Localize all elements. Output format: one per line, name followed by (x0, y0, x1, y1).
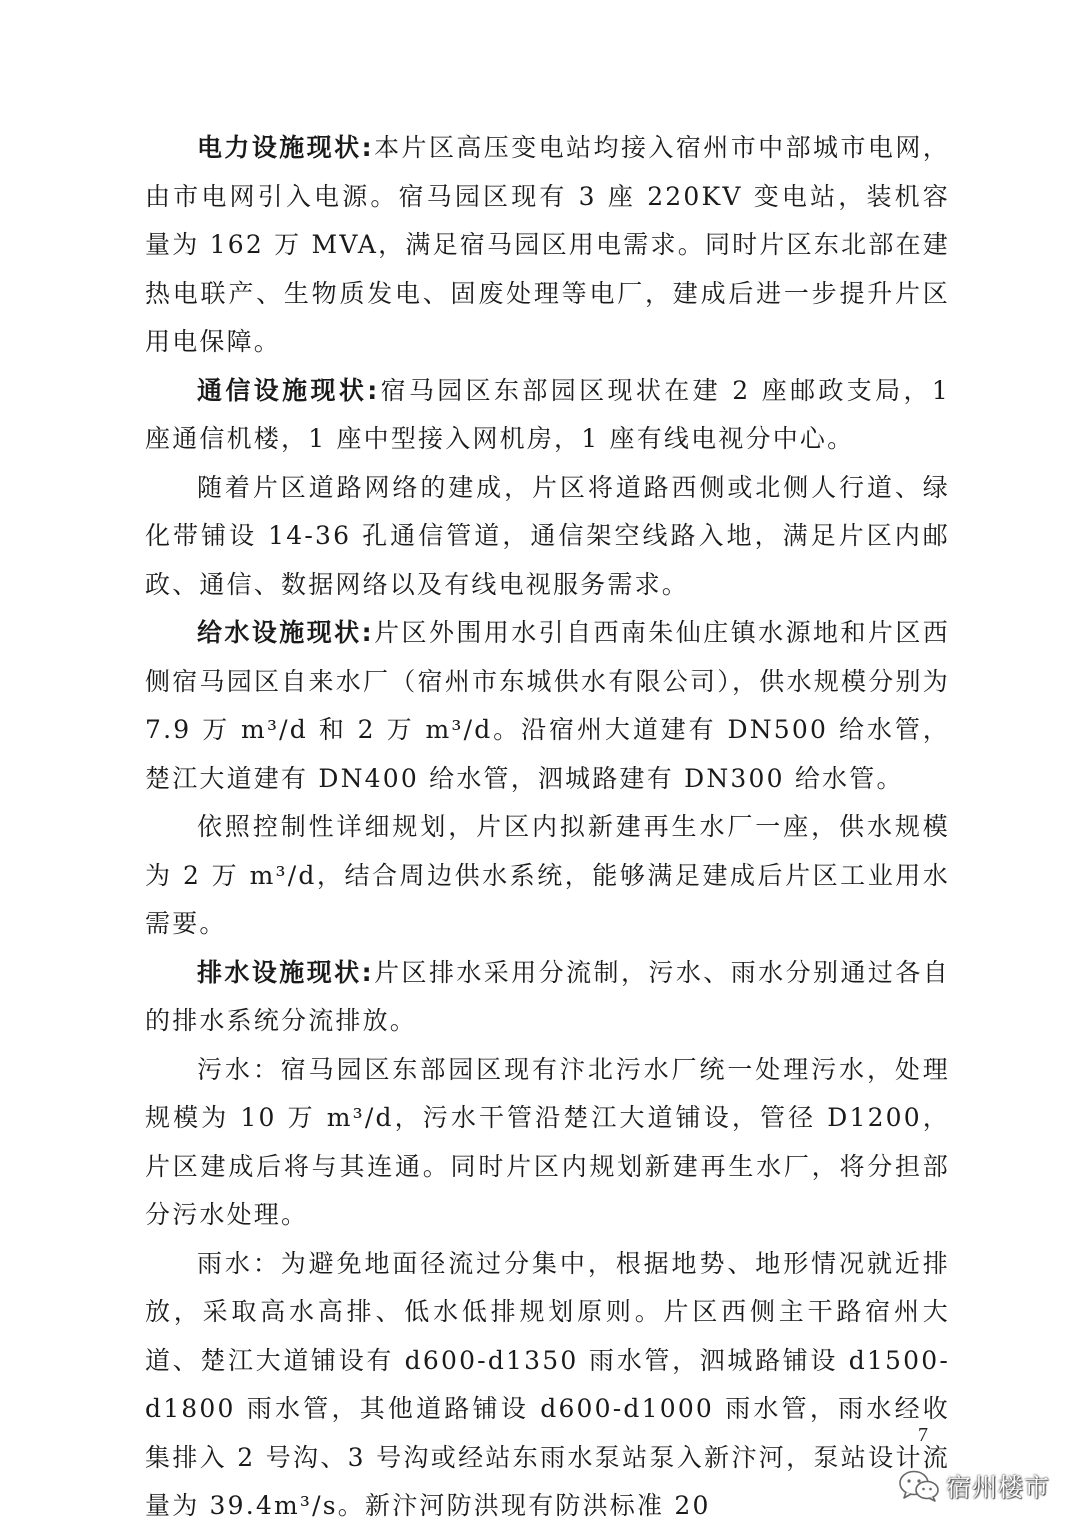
paragraph-text: 本片区高压变电站均接入宿州市中部城市电网，由市电网引入电源。宿马园区现有 3 座 220KV 变电站，装机容量为 162 万 MVA，满足宿马园区用电需求。同时片区东北部在建热电联产、生物质发电、固废处理等电厂，建成后进一步提升片区用电保障。 (145, 133, 951, 356)
heading-water-supply: 给水设施现状: (197, 618, 374, 647)
paragraph-telecom (145, 367, 950, 464)
paragraph-text: 片区外围用水引自西南朱仙庄镇水源地和片区西侧宿马园区自来水厂（宿州市东城供水有限公司），供水规模分别为 7.9 万 m³/d 和 2 万 m³/d。沿宿州大道建有 DN500 给水管，楚江大道建有 DN400 给水管，泗城路建有 DN300 给水管。 (145, 618, 951, 793)
watermark-text: 宿州楼市 (946, 1473, 1051, 1502)
paragraph-text: 污水：宿马园区东部园区现有汴北污水厂统一处理污水，处理规模为 10 万 m³/d，污水干管沿楚江大道铺设，管径 D1200，片区建成后将与其连通。同时片区内规划新建再生水厂，将分担部分污水处理。 (145, 1054, 950, 1229)
paragraph-text: 随着片区道路网络的建成，片区将道路西侧或北侧人行道、绿化带铺设 14-36 孔通信管道，通信架空线路入地，满足片区内邮政、通信、数据网络以及有线电视服务需求。 (145, 472, 950, 599)
paragraph-power (145, 124, 950, 367)
paragraph-text: 宿马园区东部园区现状在建 2 座邮政支局，1 座通信机楼，1 座中型接入网机房，1 座有线电视分中心。 (145, 375, 951, 453)
paragraph-telecom-plan (145, 464, 950, 610)
paragraph-sewage (145, 1046, 950, 1240)
paragraph-text: 片区排水采用分流制，污水、雨水分别通过各自的排水系统分流排放。 (145, 957, 951, 1035)
watermark (898, 1466, 1050, 1506)
paragraph-rainwater (145, 1240, 950, 1531)
heading-power: 电力设施现状: (197, 133, 374, 162)
paragraph-water-supply (145, 609, 950, 803)
page-number: 7 (918, 1424, 928, 1446)
paragraph-text: 雨水：为避免地面径流过分集中，根据地势、地形情况就近排放，采取高水高排、低水低排规划原则。片区西侧主干路宿州大道、楚江大道铺设有 d600-d1350 雨水管，泗城路铺设 d1500-d1800 雨水管，其他道路铺设 d600-d1000 雨水管，雨水经收集排入 2 号沟、3 号沟或经站东雨水泵站泵入新汴河，泵站设计流量为 39.4m³/s。新汴河防洪现有防洪标准 20 (145, 1248, 950, 1520)
heading-telecom: 通信设施现状: (197, 375, 380, 405)
paragraph-drainage (145, 949, 950, 1046)
paragraph-water-plan (145, 803, 950, 949)
paragraph-text: 依照控制性详细规划，片区内拟新建再生水厂一座，供水规模为 2 万 m³/d，结合周边供水系统，能够满足建成后片区工业用水需要。 (145, 812, 950, 938)
heading-drainage: 排水设施现状: (197, 957, 374, 987)
document-body (145, 124, 950, 1531)
wechat-icon (898, 1469, 940, 1503)
